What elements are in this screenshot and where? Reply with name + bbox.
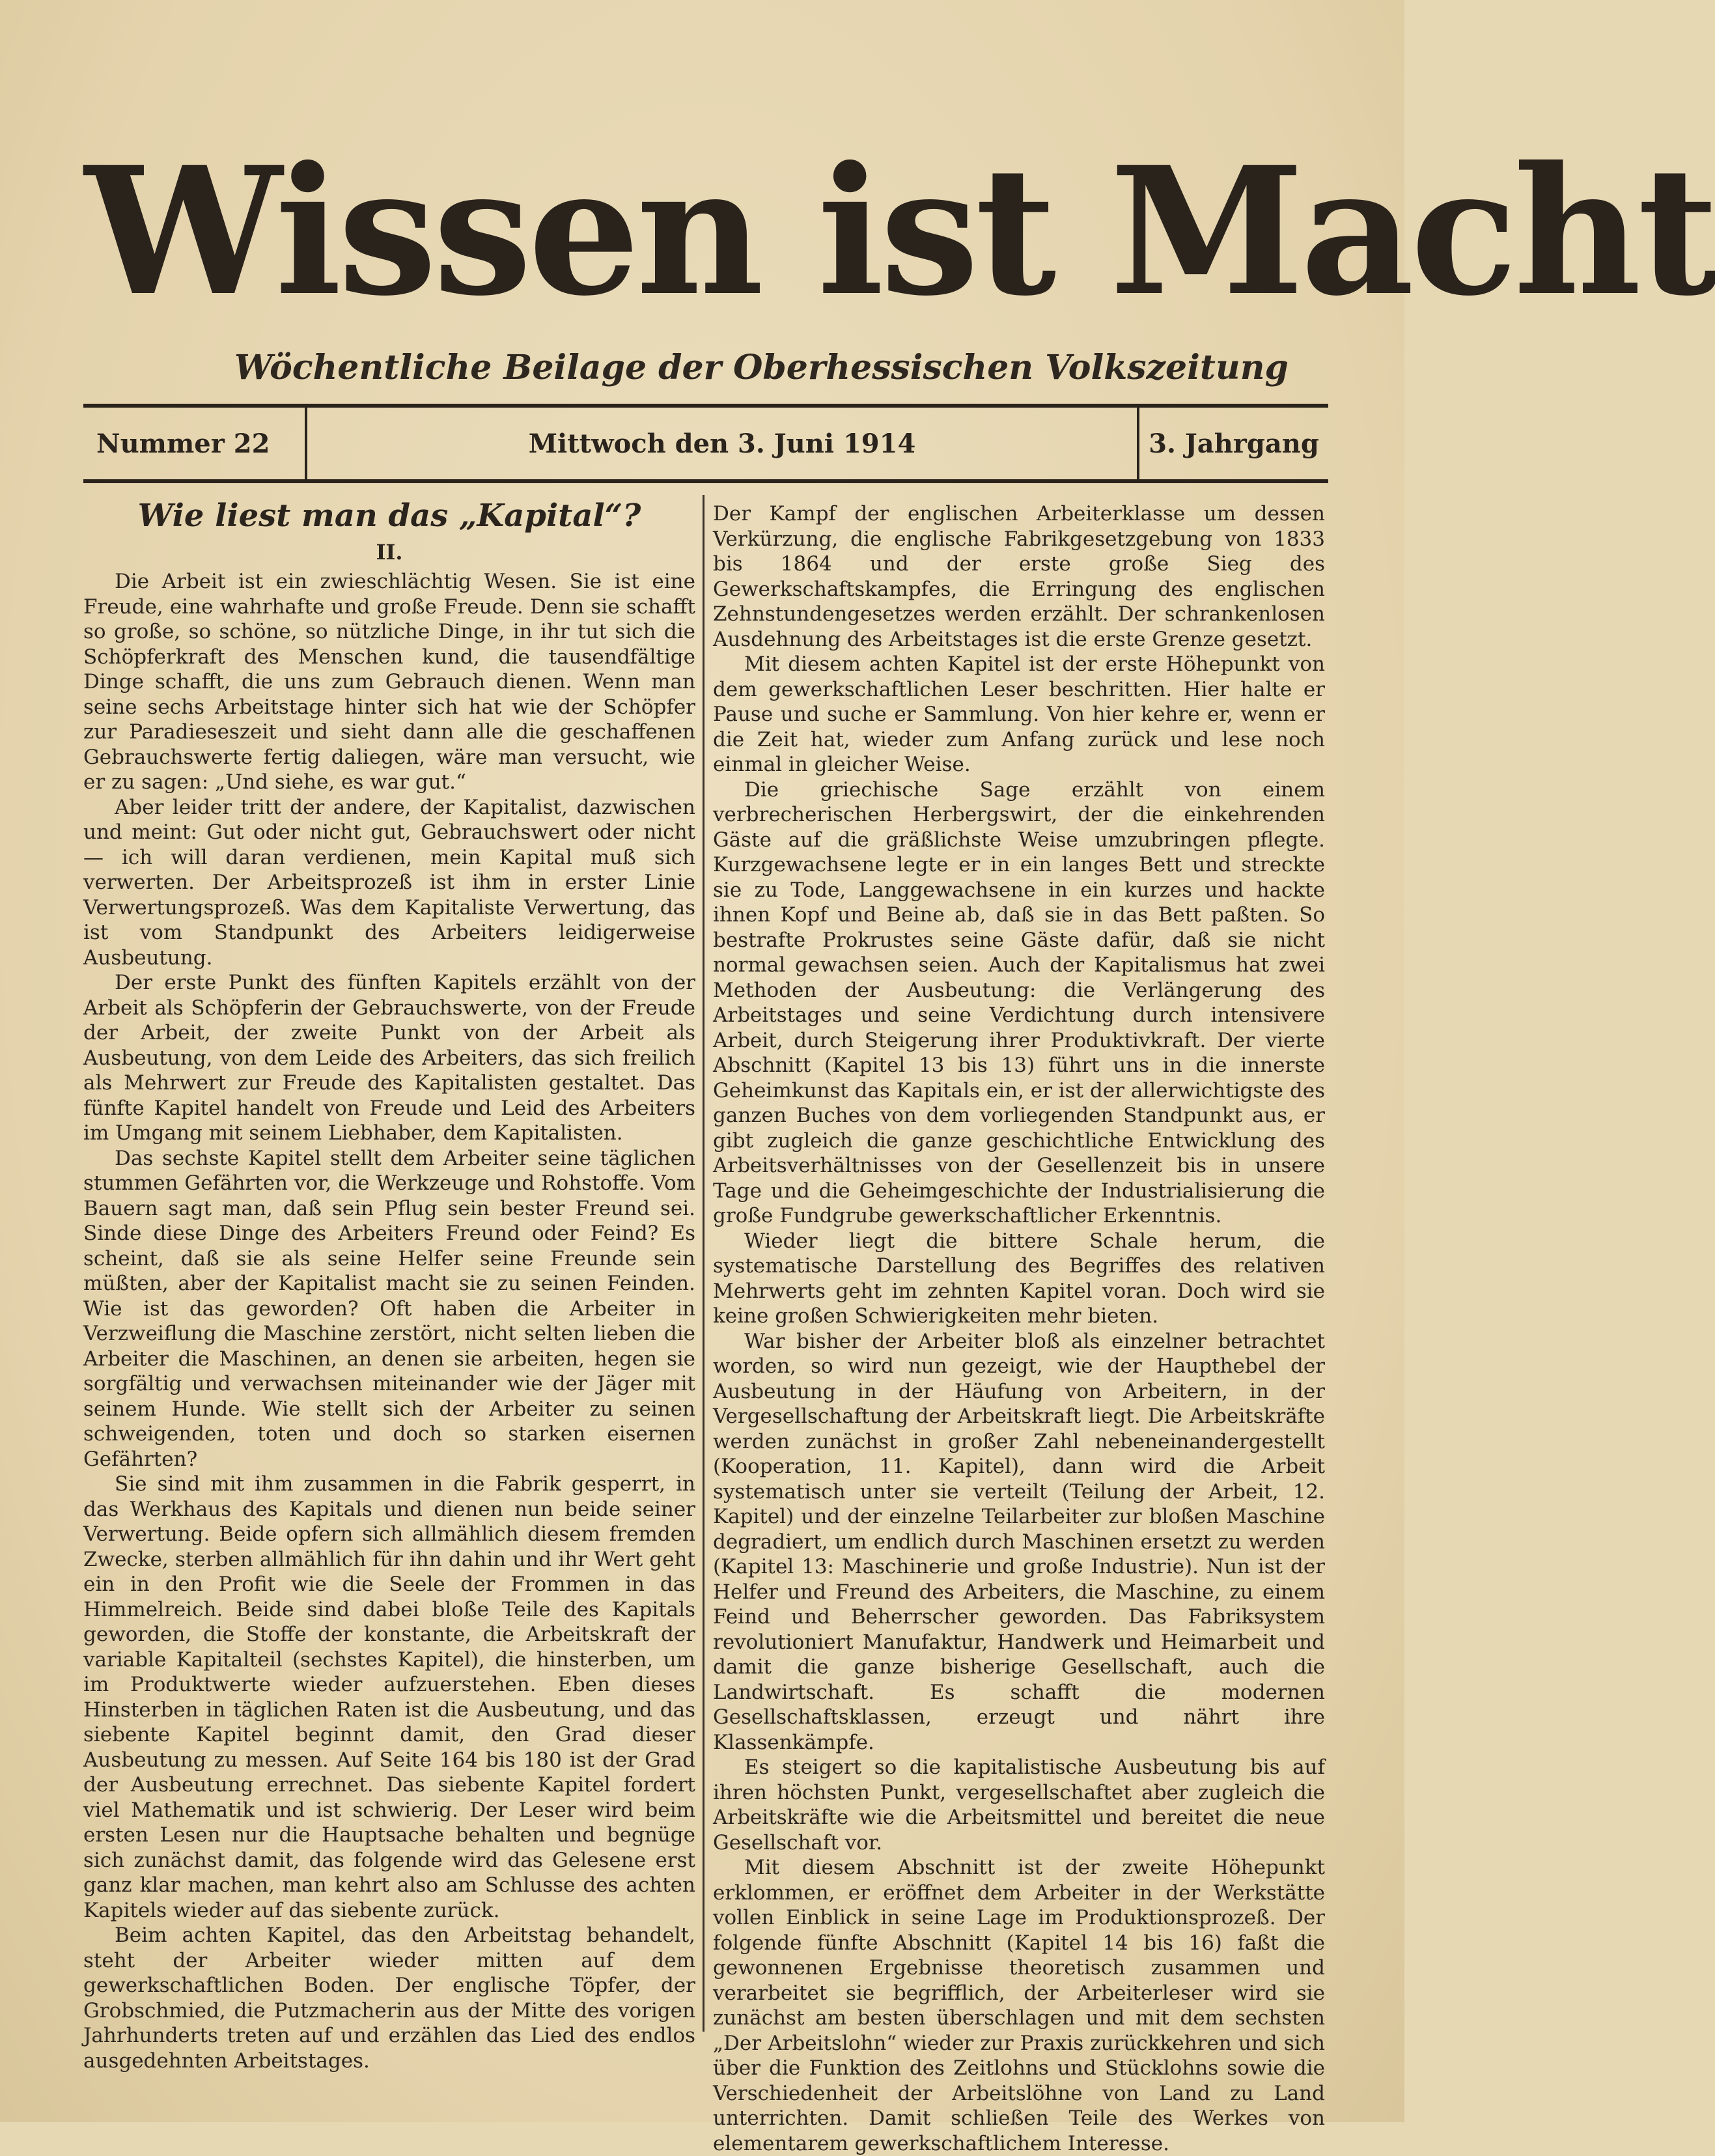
paragraph: Sie sind mit ihm zusammen in die Fabrik gesperrt, in das Werkhaus des Kapitals und dienen nun beide seiner Verwertung. Beide opfern sich allmählich diesem fremden Zwecke, sterben allmählich für ihn dahin und ihr Wert geht ein in den Profit wie die Seele der Frommen in das Himmelreich. Beide sind dabei bloße Teile des Kapitals geworden, die Stoffe der konstante, die Arbeitskraft der variable Kapitalteil (sechstes Kapitel), die hinsterben, um im Produktwerte wieder aufzuerstehen. Eben dieses Hinsterben in täglichen Raten ist die Ausbeutung, und das siebente Kapitel beginnt damit, den Grad dieser Ausbeutung zu messen. Auf Seite 164 bis 180 ist der Grad der Ausbeutung errechnet. Das siebente Kapitel fordert viel Mathematik und ist schwierig. Der Leser wird beim ersten Lesen nur die Hauptsache behalten und begnüge sich zunächst damit, das folgende wird das Gelesene erst ganz klar machen, man kehrt also am Schlusse des achten Kapitels wieder auf das siebente zurück. xyxy=(83,1472,695,1922)
masthead-title: Wissen ist Macht xyxy=(85,128,1715,335)
masthead-subtitle: Wöchentliche Beilage der Oberhessischen Volkszeitung xyxy=(234,348,1289,387)
article-title: Wie liest man das „Kapital“? xyxy=(137,497,641,534)
paragraph: Mit diesem achten Kapitel ist der erste Höhepunkt von dem gewerkschaftlichen Leser beschritten. Hier halte er Pause und suche er Sammlung. Von hier kehre er, wenn er die Zeit hat, wieder zum Anfang zurück und lese noch einmal in gleicher Weise. xyxy=(713,652,1325,776)
paragraph: Mit diesem Abschnitt ist der zweite Höhepunkt erklommen, er eröffnet dem Arbeiter in der Werkstätte vollen Einblick in seine Lage im Produktionsprozeß. Der folgende fünfte Abschnitt (Kapitel 14 bis 16) faßt die gewonnenen Ergebnisse theoretisch zusammen und verarbeitet sie begrifflich, der Arbeiterleser wird sie zunächst am besten überschlagen und mit dem sechsten „Der Arbeitslohn“ wieder zur Praxis zurückkehren und sich über die Funktion des Zeitlohns und Stücklohns sowie die Verschiedenheit der Arbeitslöhne von Land zu Land unterrichten. Damit schließen Teile des Werkes von elementarem gewerkschaftlichem Interesse. xyxy=(713,1856,1325,2155)
paragraph: Die Arbeit ist ein zwieschlächtig Wesen. Sie ist eine Freude, eine wahrhafte und große Freude. Denn sie schafft so große, so schöne, so nützliche Dinge, in ihr tut sich die Schöpferkraft des Menschen kund, die tausendfältige Dinge schafft, die uns zum Gebrauch dienen. Wenn man seine sechs Arbeitstage hinter sich hat wie der Schöpfer zur Paradieseszeit und sieht dann alle die geschaffenen Gebrauchswerte fertig daliegen, wäre man versucht, wie er zu sagen: „Und siehe, es war gut.“ xyxy=(83,570,695,794)
paragraph: Es steigert so die kapitalistische Ausbeutung bis auf ihren höchsten Punkt, vergesellschaftet aber zugleich die Arbeitskräfte wie die Arbeitsmittel und bereitet die neue Gesellschaft vor. xyxy=(713,1756,1325,1855)
article-column-1 xyxy=(83,495,695,2073)
paragraph: Der Kampf der englischen Arbeiterklasse um dessen Verkürzung, die englische Fabrikgesetzgebung von 1833 bis 1864 und der erste große Sieg des Gewerkschaftskampfes, die Erringung des englischen Zehnstundengesetzes werden erzählt. Der schrankenlosen Ausdehnung des Arbeitstages ist die erste Grenze gesetzt. xyxy=(713,502,1325,651)
paragraph: Die griechische Sage erzählt von einem verbrecherischen Herbergswirt, der die einkehrenden Gäste auf die gräßlichste Weise umzubringen pflegte. Kurzgewachsene legte er in ein langes Bett und streckte sie zu Tode, Langgewachsene in ein kurzes und hackte ihnen Kopf und Beine ab, daß sie in das Bett paßten. So bestrafte Prokrustes seine Gäste dafür, daß sie nicht normal gewachsen seien. Auch der Kapitalismus hat zwei Methoden der Ausbeutung: die Verlängerung des Arbeitstages und seine Verdichtung durch intensivere Arbeit, durch Steigerung ihrer Produktivkraft. Der vierte Abschnitt (Kapitel 13 bis 13) führt uns in die innerste Geheimkunst das Kapitals ein, er ist der allerwichtigste des ganzen Buches von dem vorliegenden Standpunkt aus, er gibt zugleich die ganze geschichtliche Entwicklung des Arbeitsverhältnisses von der Gesellenzeit bis in unsere Tage und die Geheimgeschichte der Industrialisierung die große Fundgrube gewerkschaftlicher Erkenntnis. xyxy=(713,777,1325,1227)
issue-info-bar xyxy=(83,404,1328,483)
paragraph: War bisher der Arbeiter bloß als einzelner betrachtet worden, so wird nun gezeigt, wie der Haupthebel der Ausbeutung in der Häufung von Arbeitern, in der Vergesellschaftung der Arbeitskraft liegt. Die Arbeitskräfte werden zunächst in großer Zahl nebeneinandergestellt (Kooperation, 11. Kapitel), dann wird die Arbeit systematisch unter sie verteilt (Teilung der Arbeit, 12. Kapitel) und der einzelne Teilarbeiter zur bloßen Maschine degradiert, um endlich durch Maschinen ersetzt zu werden (Kapitel 13: Maschinerie und große Industrie). Nun ist der Helfer und Freund des Arbeiters, die Maschine, zu einem Feind und Beherrscher geworden. Das Fabriksystem revolutioniert Manufaktur, Handwerk und Heimarbeit und damit die ganze bisherige Gesellschaft, auch die Landwirtschaft. Es schafft die modernen Gesellschaftsklassen, erzeugt und nährt ihre Klassenkämpfe. xyxy=(713,1329,1325,1754)
paragraph: Beim achten Kapitel, das den Arbeitstag behandelt, steht der Arbeiter wieder mitten auf dem gewerkschaftlichen Boden. Der englische Töpfer, der Grobschmied, die Putzmacherin aus der Mitte des vorigen Jahrhunderts treten auf und erzählen das Lied des endlos ausgedehnten Arbeitstages. xyxy=(83,1924,695,2073)
paragraph: Wieder liegt die bittere Schale herum, die systematische Darstellung des Begriffes des relativen Mehrwerts geht im zehnten Kapitel voran. Doch wird sie keine großen Schwierigkeiten mehr bieten. xyxy=(713,1229,1325,1328)
article-column-2 xyxy=(713,501,1325,2155)
paragraph: Der erste Punkt des fünften Kapitels erzählt von der Arbeit als Schöpferin der Gebrauchswerte, von der Freude der Arbeit, der zweite Punkt von der Arbeit als Ausbeutung, von dem Leide des Arbeiters, das sich freilich als Mehrwert zur Freude des Kapitalisten gestaltet. Das fünfte Kapitel handelt von Freude und Leid des Arbeiters im Umgang mit seinem Liebhaber, dem Kapitalisten. xyxy=(83,971,695,1145)
paragraph: Das sechste Kapitel stellt dem Arbeiter seine täglichen stummen Gefährten vor, die Werkzeuge und Rohstoffe. Vom Bauern sagt man, daß sein Pflug sein bester Freund sei. Sinde diese Dinge des Arbeiters Freund oder Feind? Es scheint, daß sie als seine Helfer seine Freunde sein müßten, aber der Kapitalist macht sie zu seinen Feinden. Wie ist das geworden? Oft haben die Arbeiter in Verzweiflung die Maschine zerstört, nicht selten lieben die Arbeiter die Maschinen, an denen sie arbeiten, hegen sie sorgfältig und verwachsen miteinander wie der Jäger mit seinem Hunde. Wie stellt sich der Arbeiter zu seinen schweigenden, toten und doch so starken eisernen Gefährten? xyxy=(83,1146,695,1471)
issue-date: Mittwoch den 3. Juni 1914 xyxy=(307,408,1139,479)
column-divider xyxy=(703,495,704,2032)
issue-year: 3. Jahrgang xyxy=(1149,428,1319,459)
paragraph: Aber leider tritt der andere, der Kapitalist, dazwischen und meint: Gut oder nicht gut, Gebrauchswert oder nicht — ich will daran verdienen, mein Kapital muß sich verwerten. Der Arbeitsprozeß ist ihm in erster Linie Verwertungsprozeß. Was dem Kapitaliste Verwertung, das ist vom Standpunkt des Arbeiters leidigerweise Ausbeutung. xyxy=(83,795,695,970)
article-part: II. xyxy=(376,540,403,565)
issue-number: Nummer 22 xyxy=(83,408,307,479)
